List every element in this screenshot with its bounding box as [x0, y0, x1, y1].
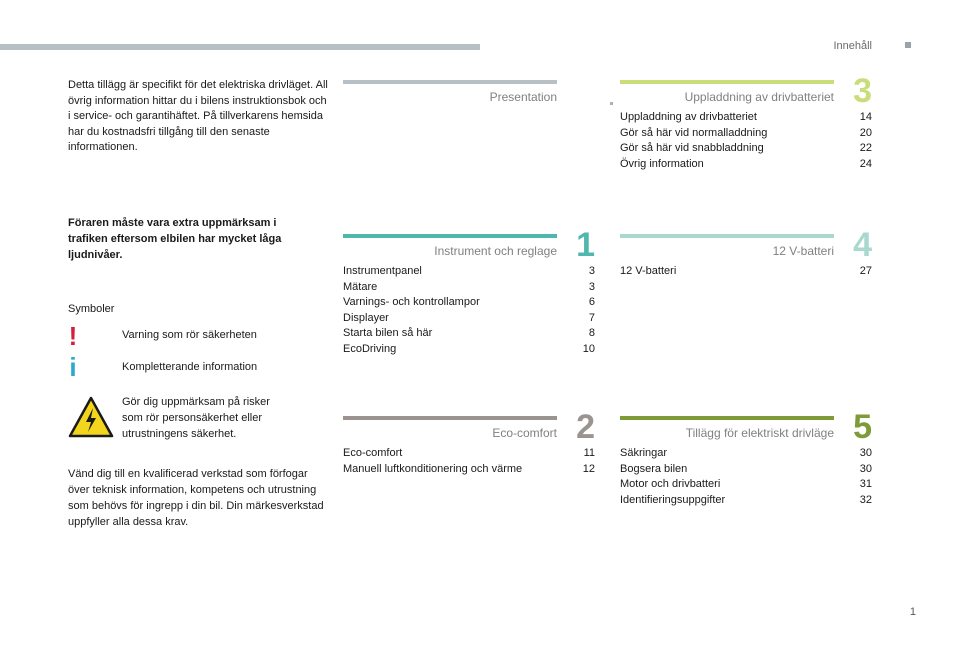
section-5 — [620, 408, 872, 506]
section-2 — [343, 408, 595, 475]
section-bar — [343, 234, 557, 238]
toc-entry[interactable] — [620, 110, 872, 126]
toc-entry-label: Eco-comfort — [343, 447, 403, 459]
section-title: Presentation — [489, 90, 557, 104]
toc-entry[interactable] — [620, 462, 872, 478]
symbol-text-warning: Varning som rör säkerheten — [122, 329, 257, 341]
toc-entry-label: Identifieringsuppgifter — [620, 493, 726, 506]
toc-entry-page: 32 — [859, 493, 872, 506]
symbol-text-voltage: Gör dig uppmärksam på risker som rör personsäkerhet eller utrustningens säkerhet. — [122, 396, 270, 440]
symbol-text-info: Kompletterande information — [122, 361, 258, 373]
toc-entry-label: Varnings- och kontrollampor — [343, 296, 480, 308]
header-square-icon — [905, 42, 911, 48]
toc-entry[interactable] — [620, 157, 872, 173]
toc-entry-page: 30 — [859, 462, 872, 475]
header-title: Innehåll — [833, 40, 872, 52]
toc-entry-label: Instrumentpanel — [343, 265, 422, 277]
symbols-title: Symboler — [68, 303, 115, 315]
toc-entry-page: 3 — [588, 265, 595, 277]
toc-entry[interactable] — [343, 462, 595, 478]
section-dot-icon — [610, 102, 613, 105]
toc-entry[interactable] — [343, 311, 595, 327]
toc-entry-label: Gör så här vid normalladdning — [620, 126, 768, 139]
toc-entry-label: EcoDriving — [343, 342, 397, 355]
toc-entry-label: Övrig information — [620, 157, 704, 170]
section-3 — [620, 72, 872, 170]
toc-entry-page: 10 — [582, 342, 595, 355]
toc-entry[interactable] — [620, 446, 872, 462]
section-number: 5 — [853, 408, 872, 446]
section-title: 12 V-batteri — [772, 244, 834, 258]
header-bar — [0, 44, 480, 50]
section-title: Eco-comfort — [492, 426, 557, 440]
toc-entry-label: Mätare — [343, 280, 378, 293]
section-bar — [343, 80, 557, 84]
toc-entry[interactable] — [343, 342, 595, 358]
toc-entry-label: Motor och drivbatteri — [620, 478, 721, 490]
toc-entry-page: 20 — [859, 126, 872, 139]
page-number: 1 — [909, 606, 916, 618]
section-presentation — [343, 80, 595, 104]
toc-entry[interactable] — [620, 477, 872, 493]
toc-entry-page: 30 — [859, 447, 872, 459]
section-bar — [343, 416, 557, 420]
toc-entry[interactable] — [620, 493, 872, 509]
toc-entry-page: 27 — [859, 265, 872, 277]
exclamation-icon: ! — [68, 321, 78, 351]
section-bar — [620, 80, 834, 84]
toc-entry-page: 24 — [859, 157, 872, 170]
toc-entry[interactable] — [343, 280, 595, 296]
section-number: 2 — [576, 408, 595, 446]
section-title: Tillägg för elektriskt drivläge — [685, 426, 834, 440]
toc-entry-label: Gör så här vid snabbladdning — [620, 142, 764, 154]
warning-text: Föraren måste vara extra uppmärksam i trafiken eftersom elbilen har mycket låga ljudnivåer. — [68, 217, 282, 261]
toc-entry[interactable] — [343, 295, 595, 311]
toc-entry[interactable] — [620, 264, 872, 280]
toc-entry-page: 8 — [588, 327, 595, 339]
high-voltage-icon — [68, 396, 114, 438]
info-icon: i — [69, 352, 77, 382]
toc-entry[interactable] — [620, 141, 872, 157]
toc-entry-label: Säkringar — [620, 447, 668, 459]
toc-entry-label: Displayer — [343, 311, 389, 324]
dealer-text: Vänd dig till en kvalificerad verkstad som förfogar över teknisk information, kompetens och utrustning som behövs för ingrepp i din bil. Din märkesverkstad uppfyller alla dessa krav. — [68, 468, 324, 528]
section-4 — [620, 226, 872, 277]
toc-entry-page: 3 — [588, 280, 595, 293]
section-title: Instrument och reglage — [434, 244, 557, 258]
toc-entry-page: 31 — [859, 478, 872, 490]
toc-entry[interactable] — [343, 446, 595, 462]
toc-entry-label: Starta bilen så här — [343, 327, 433, 339]
toc-entry-label: 12 V-batteri — [620, 265, 677, 277]
toc-entry[interactable] — [343, 326, 595, 342]
toc-entry[interactable] — [620, 126, 872, 142]
toc-entry-label: Uppladdning av drivbatteriet — [620, 111, 757, 123]
section-bar — [620, 234, 834, 238]
section-bar — [620, 416, 834, 420]
intro-text: Detta tillägg är specifikt för det elektriska drivläget. All övrig information hittar du i bilens instruktionsbok och i service- och garantihäftet. På tillverkarens hemsida har du kostnadsfri tillgång till den senaste informationen. — [68, 79, 328, 153]
section-title: Uppladdning av drivbatteriet — [684, 90, 834, 104]
toc-entry-page: 22 — [859, 142, 872, 154]
toc-entry-label: Manuell luftkonditionering och värme — [343, 462, 523, 475]
section-1 — [343, 226, 595, 355]
toc-entry-page: 7 — [588, 311, 595, 324]
toc-entry[interactable] — [343, 264, 595, 280]
toc-entry-label: Bogsera bilen — [620, 462, 688, 475]
section-number: 3 — [853, 72, 872, 110]
toc-entry-page: 14 — [859, 111, 872, 123]
toc-entry-page: 6 — [588, 296, 595, 308]
toc-entry-page: 12 — [582, 462, 595, 475]
toc-entry-page: 11 — [583, 447, 595, 459]
section-number: 4 — [853, 226, 872, 264]
section-number: 1 — [576, 226, 595, 264]
